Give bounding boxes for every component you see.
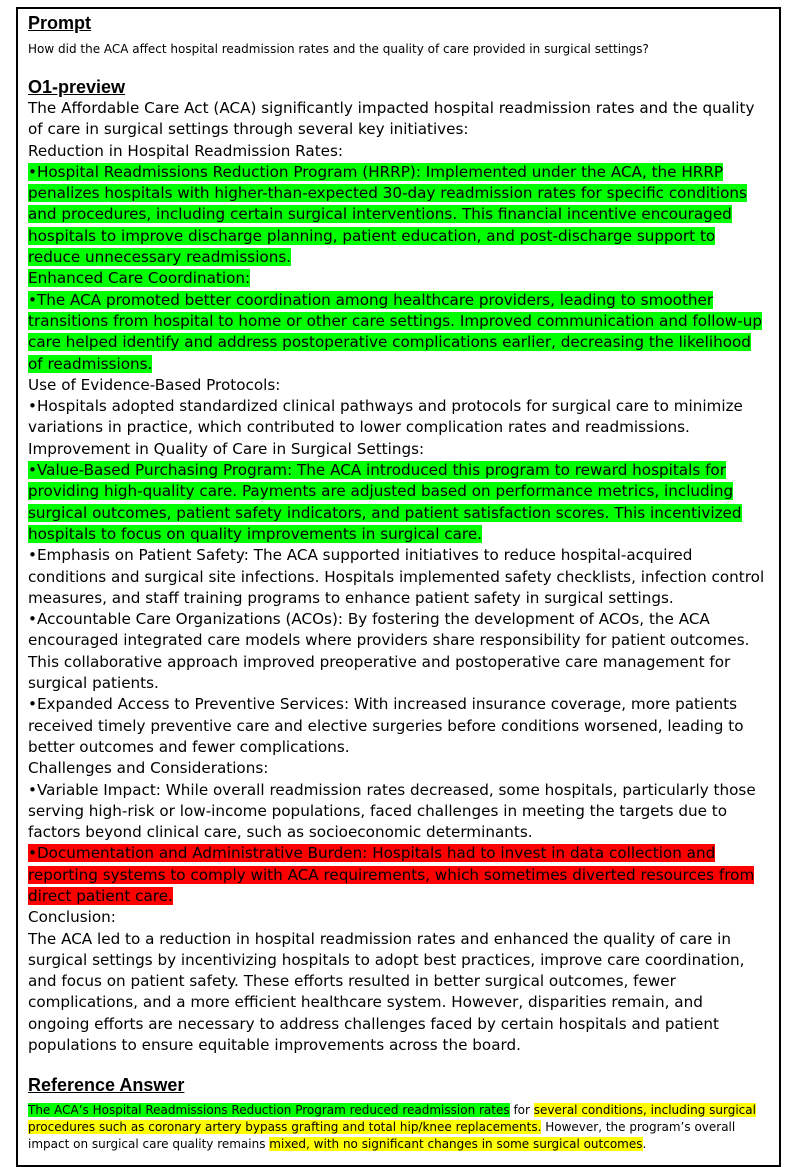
prompt-title: Prompt	[28, 13, 91, 33]
answer-paragraph	[28, 758, 768, 779]
paragraph-text: Use of Evidence-Based Protocols:	[28, 375, 281, 394]
reference-highlight-green: The ACA’s Hospital Readmissions Reduction Program reduced readmission rates	[28, 1103, 510, 1118]
answer-paragraph	[28, 843, 768, 907]
paragraph-text: Conclusion:	[28, 908, 116, 927]
highlighted-text-green: Enhanced Care Coordination:	[28, 269, 251, 288]
highlighted-text-green: •The ACA promoted better coordination among healthcare providers, leading to smoother transitions from hospital to home or other care settings. Improved communication and follow-up care helped identify and address postoperative complications earlier, decreasing the likelihood of readmissions.	[28, 290, 762, 373]
highlighted-text-green: •Value-Based Purchasing Program: The ACA introduced this program to reward hospitals for providing high-quality care. Payments are adjusted based on performance metrics, including surgical outcomes, patient safety indicators, and patient satisfaction scores. This incentivized hospitals to focus on quality improvements in surgical care.	[28, 461, 742, 543]
o1-preview-title: O1-preview	[28, 77, 126, 97]
reference-text: However, the program’s overall impact on surgical care quality remains	[28, 1120, 736, 1152]
answer-paragraph	[28, 694, 768, 758]
reference-highlight-yellow: mixed, with no significant changes in some surgical outcomes	[269, 1137, 643, 1152]
o1-preview-answer	[28, 98, 768, 1056]
answer-paragraph	[28, 162, 768, 268]
answer-paragraph	[28, 929, 768, 1057]
highlighted-text-green: •Hospital Readmissions Reduction Program (HRRP): Implemented under the ACA, the HRRP penalizes hospitals with higher-than-expected 30-day readmission rates for specific conditions and procedures, including certain surgical interventions. This financial incentive encouraged hospitals to improve discharge planning, patient education, and post-discharge support to reduce unnecessary readmissions.	[28, 162, 747, 267]
document-frame	[16, 7, 781, 1167]
answer-paragraph	[28, 375, 768, 396]
reference-answer-text	[28, 1102, 768, 1153]
paragraph-text: Reduction in Hospital Readmission Rates:	[28, 141, 344, 160]
answer-paragraph	[28, 141, 768, 162]
paragraph-text: •Hospitals adopted standardized clinical pathways and protocols for surgical care to minimize variations in practice, which contributed to lower complication rates and readmissions.	[28, 397, 743, 437]
paragraph-text: •Variable Impact: While overall readmission rates decreased, some hospitals, particularly those serving high-risk or low-income populations, faced challenges in meeting the targets due to factors beyond clinical care, such as socioeconomic determinants.	[28, 780, 756, 842]
answer-paragraph	[28, 439, 768, 460]
reference-text: for	[509, 1103, 534, 1118]
paragraph-text: •Expanded Access to Preventive Services: With increased insurance coverage, more patients received timely preventive care and elective surgeries before conditions worsened, leading to better outcomes and fewer complications.	[28, 695, 744, 756]
answer-paragraph	[28, 460, 768, 545]
answer-paragraph	[28, 396, 768, 439]
paragraph-text: Challenges and Considerations:	[28, 759, 269, 778]
reference-text: .	[642, 1137, 647, 1152]
answer-paragraph	[28, 609, 768, 694]
paragraph-text: •Accountable Care Organizations (ACOs): By fostering the development of ACOs, the ACA encouraged integrated care models where providers share responsibility for patient outcomes. This collaborative approach improved preoperative and postoperative care management for surgical patients.	[28, 610, 750, 693]
highlighted-text-red: •Documentation and Administrative Burden: Hospitals had to invest in data collection and reporting systems to comply with ACA requirements, which sometimes diverted resources from direct patient care.	[28, 844, 755, 905]
reference-highlight-yellow: several conditions, including surgical procedures such as coronary artery bypass grafting and total hip/knee replacements.	[28, 1103, 756, 1135]
paragraph-text: Improvement in Quality of Care in Surgical Settings:	[28, 439, 425, 458]
paragraph-text: The Affordable Care Act (ACA) significantly impacted hospital readmission rates and the quality of care in surgical settings through several key initiatives:	[28, 99, 755, 139]
answer-paragraph	[28, 780, 768, 844]
answer-paragraph	[28, 907, 768, 928]
answer-paragraph	[28, 290, 768, 375]
answer-paragraph	[28, 98, 768, 141]
paragraph-text: •Emphasis on Patient Safety: The ACA supported initiatives to reduce hospital-acquired conditions and surgical site infections. Hospitals implemented safety checklists, infection control measures, and staff training programs to enhance patient safety in surgical settings.	[28, 546, 765, 607]
reference-answer-title: Reference Answer	[28, 1075, 185, 1096]
answer-paragraph	[28, 268, 768, 289]
paragraph-text: The ACA led to a reduction in hospital readmission rates and enhanced the quality of care in surgical settings by incentivizing hospitals to adopt best practices, improve care coordination, and focus on patient safety. These efforts resulted in better surgical outcomes, fewer complications, and a more efficient healthcare system. However, disparities remain, and ongoing efforts are necessary to address challenges faced by certain hospitals and patient populations to ensure equitable improvements across the board.	[28, 929, 745, 1055]
answer-paragraph	[28, 545, 768, 609]
prompt-question: How did the ACA affect hospital readmission rates and the quality of care provided in surgical settings?	[28, 42, 649, 56]
